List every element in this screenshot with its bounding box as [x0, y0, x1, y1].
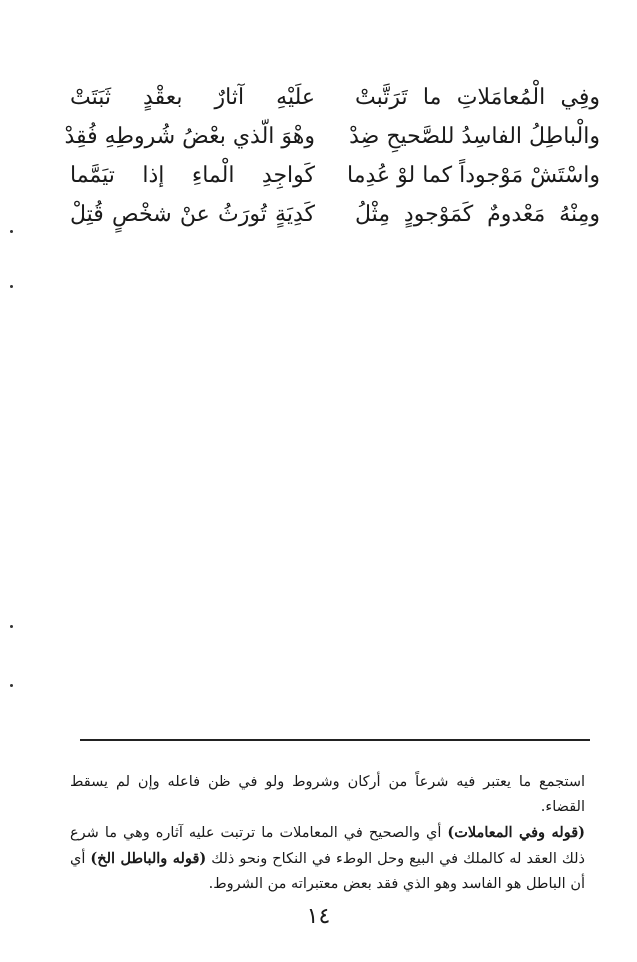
verse-right-hemistich: وفِي الْمُعامَلاتِ ما تَرَتَّبتْ [355, 84, 600, 110]
verse-line [70, 156, 600, 195]
footnote-paragraph [70, 820, 585, 897]
verse-right-hemistich: والْباطِلُ الفاسِدُ للصَّحيحِ ضِدْ [349, 123, 600, 149]
verse-left-hemistich: وهْوَ الّذي بعْضُ شُروطِهِ فُقِدْ [64, 123, 315, 149]
verse-left-hemistich: كَواجِدِ الْماءِ إذا تيَمَّما [70, 162, 315, 188]
footnote-paragraph [70, 770, 585, 820]
verse-right-hemistich: واسْتَشْ مَوْجوداً كما لوْ عُدِما [347, 162, 600, 188]
page-number: ١٤ [306, 904, 331, 929]
verse-right-hemistich: ومِنْهُ مَعْدومٌ كَمَوْجودٍ مِثْلُ [355, 201, 600, 227]
footnote-text: أي والصحيح في المعاملات ما ترتبت عليه آثاره وهي ما شرع ذلك العقد له كالملك في البيع وحل الوطء في النكاح ونحو ذلك [70, 825, 585, 867]
footnote-text: استجمع ما يعتبر فيه شرعاً من أركان وشروط ولو في ظن فاعله وإن لم يسقط القضاء. [70, 774, 585, 815]
footnotes [70, 770, 585, 897]
margin-mark [10, 625, 13, 628]
footnote-text: أي أن الباطل هو الفاسد وهو الذي فقد بعض معتبراته من الشروط. [70, 851, 585, 892]
margin-mark [10, 684, 13, 687]
footnote-lemma: (قوله وفي المعاملات) [447, 824, 585, 841]
poem-verses [64, 78, 600, 234]
verse-left-hemistich: كَدِيَةٍ تُورَثُ عنْ شخْصٍ قُتِلْ [70, 201, 315, 227]
margin-mark [10, 230, 13, 233]
footnote-lemma: (قوله والباطل الخ) [90, 850, 207, 867]
verse-line [64, 117, 600, 156]
footnote-separator [80, 739, 590, 741]
margin-mark [10, 285, 13, 288]
verse-left-hemistich: علَيْهِ آثارٌ بعقْدٍ ثَبَتَتْ [70, 84, 315, 110]
verse-line [70, 78, 600, 117]
verse-line [70, 195, 600, 234]
